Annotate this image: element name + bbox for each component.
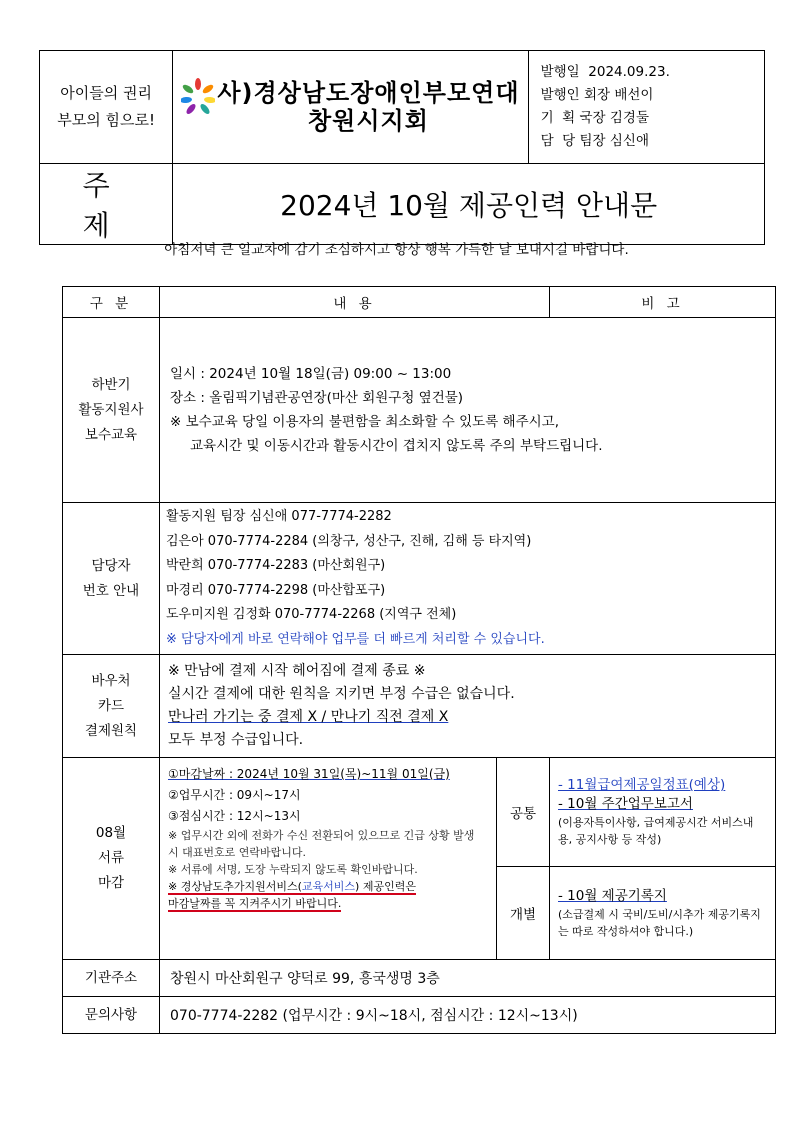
publisher: 발행인 회장 배선이 [540, 87, 654, 103]
inquiry-category: 문의사항 [63, 997, 160, 1034]
contact-line: 마경리 070-7774-2298 (마산합포구) [166, 582, 386, 598]
deadline-hours: ②업무시간 : 09시~17시 [168, 788, 301, 802]
table-row [63, 758, 776, 867]
voucher-category-line: 결제원칙 [84, 722, 138, 739]
deadline-category [63, 758, 160, 960]
org-cell [173, 51, 528, 164]
address-value: 창원시 마산회원구 양덕로 99, 흥국생명 3층 [160, 960, 776, 997]
red-note-part: ※ 경상남도추가지원서비스( [168, 880, 302, 893]
red-note-blue: 교육서비스 [301, 880, 356, 893]
common-content [550, 758, 776, 867]
red-note-part: 마감날짜를 꼭 지켜주시기 바랍니다. [168, 897, 342, 910]
voucher-line: 모두 부정 수급입니다. [168, 732, 304, 748]
table-header-row [63, 287, 776, 318]
subject-label: 주 제 [40, 164, 173, 245]
publish-date: 발행일 2024.09.23. [540, 64, 670, 80]
common-label: 공통 [497, 758, 550, 867]
deadline-category-line: 08월 [95, 825, 127, 841]
deadline-category-line: 마감 [97, 875, 125, 891]
common-note: (이용자특이사항, 급여제공시간 서비스내용, 공지사항 등 작성) [558, 816, 754, 846]
contact-line: 김은아 070-7774-2284 (의창구, 성산구, 진해, 김해 등 타지역) [166, 533, 532, 549]
individual-content [550, 867, 776, 960]
training-category-line: 하반기 [91, 376, 131, 393]
individual-item: - 10월 제공기록지 [558, 887, 667, 904]
training-datetime: 일시 : 2024년 10월 18일(금) 09:00 ~ 13:00 [170, 366, 452, 382]
contact-line: 도우미지원 김정화 070-7774-2268 (지역구 전체) [166, 607, 457, 622]
voucher-content [160, 655, 776, 758]
training-location: 장소 : 올림픽기념관공연장(마산 회원구청 옆건물) [170, 390, 464, 406]
table-row [63, 997, 776, 1034]
deadline-category-line: 서류 [97, 850, 125, 866]
planner: 기 획 국장 김경둘 [540, 110, 650, 126]
contacts-content [160, 503, 776, 655]
voucher-category-line: 카드 [97, 697, 125, 714]
header-table [39, 50, 765, 245]
voucher-category [63, 655, 160, 758]
voucher-underlined: 만나러 가기는 중 결제 X / 만나기 직전 결제 X [168, 709, 449, 725]
deadline-date: ①마감날짜 : 2024년 10월 31일(목)~11월 01일(금) [168, 767, 450, 781]
contacts-category [63, 503, 160, 655]
training-note-cont: 교육시간 및 이동시간과 활동시간이 겹치지 않도록 주의 부탁드립니다. [190, 438, 603, 454]
header-content: 내 용 [160, 287, 550, 318]
deadline-red-note [168, 878, 488, 912]
manager: 담 당 팀장 심신애 [540, 133, 650, 149]
subject-title: 2024년 10월 제공인력 안내문 [173, 164, 765, 245]
training-category-line: 활동지원사 [78, 401, 144, 418]
training-category-line: 보수교육 [84, 426, 138, 443]
red-note-part: ) 제공인력은 [355, 880, 416, 893]
slogan [40, 51, 173, 164]
contact-line: 박란희 070-7774-2283 (마산회원구) [166, 558, 386, 573]
publish-info [528, 51, 764, 164]
voucher-line [168, 706, 767, 729]
slogan-line-2: 부모의 힘으로! [57, 111, 155, 129]
training-category [63, 318, 160, 503]
table-row [63, 960, 776, 997]
contacts-note: ※ 담당자에게 바로 연락해야 업무를 더 빠르게 처리할 수 있습니다. [166, 631, 545, 647]
org-name-line-1: 사)경상남도장애인부모연대 [217, 79, 520, 107]
contacts-category-line: 담당자 [91, 557, 131, 574]
deadline-note: ※ 서류에 서명, 도장 누락되지 않도록 확인바랍니다. [168, 863, 418, 876]
address-category: 기관주소 [63, 960, 160, 997]
org-name [217, 79, 519, 135]
individual-note: (소급결제 시 국비/도비/시추가 제공기록지는 따로 작성하셔야 합니다.) [558, 907, 761, 938]
common-item: - 10월 주간업무보고서 [558, 796, 693, 812]
org-name-line-2: 창원시지회 [307, 107, 429, 135]
inquiry-value: 070-7774-2282 (업무시간 : 9시~18시, 점심시간 : 12시~13시) [160, 997, 776, 1034]
greeting-text: 아침저녁 큰 일교차에 감기 조심하시고 항상 행복 가득한 날 보내시길 바랍니다. [164, 242, 629, 258]
deadline-item-row [168, 764, 488, 785]
header-remarks: 비 고 [550, 287, 776, 318]
contacts-category-line: 번호 안내 [82, 582, 140, 599]
header-category: 구 분 [63, 287, 160, 318]
deadline-content [160, 758, 497, 960]
main-table [62, 286, 776, 1034]
table-row [63, 503, 776, 655]
slogan-line-1: 아이들의 권리 [60, 84, 152, 102]
training-note: ※ 보수교육 당일 이용자의 불편함을 최소화할 수 있도록 해주시고, [170, 414, 559, 430]
training-content [160, 318, 776, 503]
deadline-lunch: ③점심시간 : 12시~13시 [168, 809, 301, 823]
individual-label: 개별 [497, 867, 550, 960]
voucher-line: 실시간 결제에 대한 원칙을 지키면 부정 수급은 없습니다. [168, 686, 515, 702]
table-row [63, 655, 776, 758]
deadline-note: ※ 업무시간 외에 전화가 수신 전환되어 있으므로 긴급 상황 발생 시 대표번호로 연락바랍니다. [168, 829, 475, 859]
contact-line: 활동지원 팀장 심신애 077-7774-2282 [166, 509, 392, 524]
voucher-line: ※ 만남에 결제 시작 헤어짐에 결제 종료 ※ [168, 663, 426, 679]
table-row [63, 318, 776, 503]
common-item: - 11월급여제공일정표(예상) [558, 777, 726, 793]
org-logo-icon [181, 78, 215, 118]
voucher-category-line: 바우처 [91, 672, 131, 689]
